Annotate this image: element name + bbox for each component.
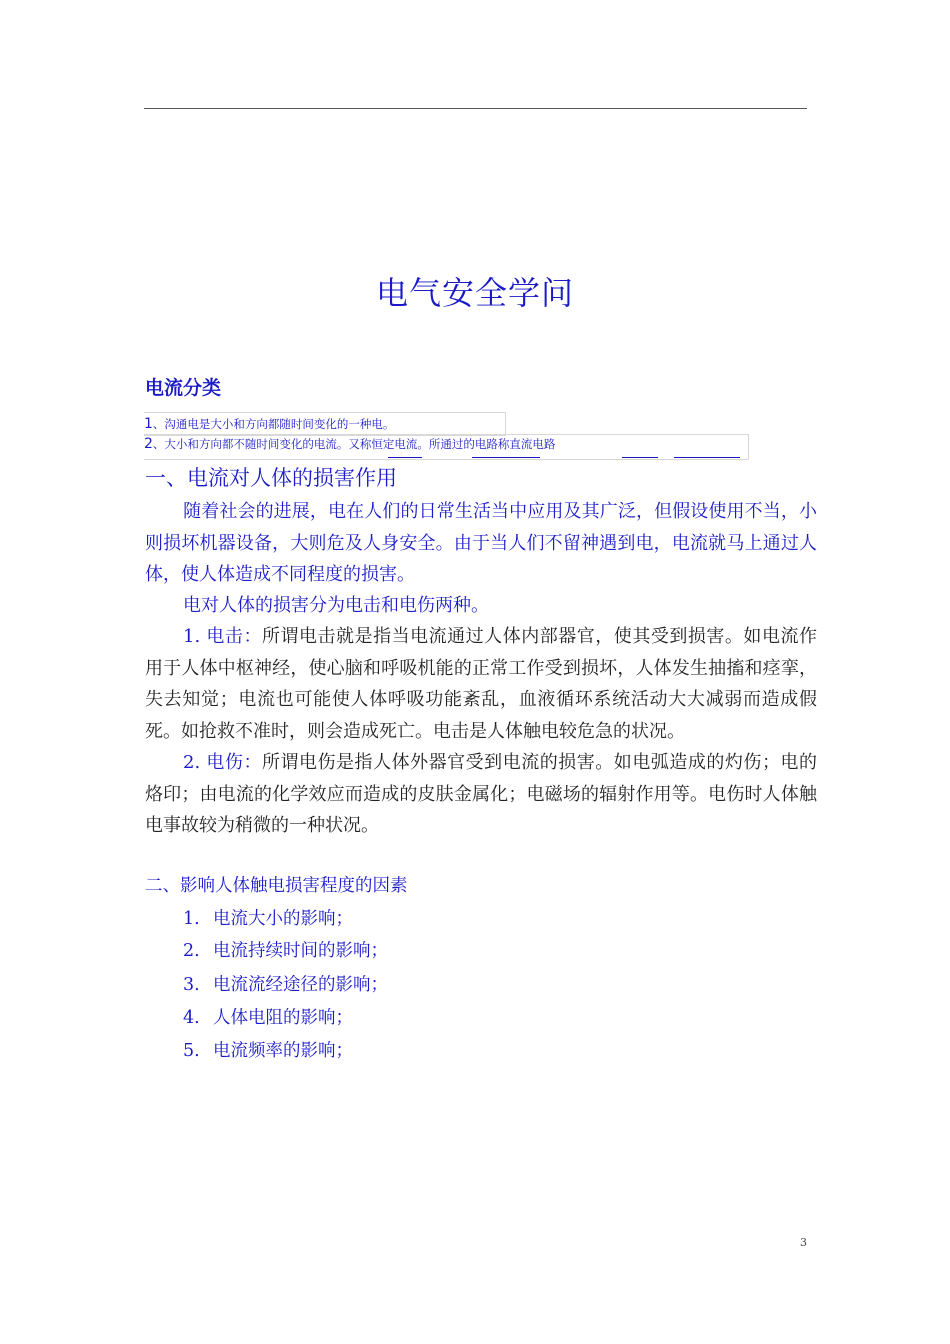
document-title: 电气安全学问 [375,274,574,312]
list-number: 1. [183,909,200,929]
list-text: 电流频率的影响； [213,1041,353,1061]
list-item [183,937,388,962]
list-number: 3. [183,975,200,995]
paragraph-text: 随着社会的进展，电在人们的日常生活当中应用及其广泛，但假设使用不当，小则损坏机器设备，大则危及人身安全。由于当人们不留神遇到电，电流就马上通过人体，使人体造成不同程度的损害。 [145,501,817,585]
current-note-1 [144,412,506,436]
paragraph-electric-shock [145,621,817,747]
paragraph-intro [145,496,817,591]
item-text: 所谓电击就是指当电流通过人体内部器官，使其受到损害。如电流作用于人体中枢神经，使心脑和呼吸机能的正常工作受到损坏，人体发生抽搐和痉挛，失去知觉；电流也可能使人体呼吸功能紊乱，血液循环系统活动大大减弱而造成假死。如抢救不准时，则会造成死亡。电击是人体触电较危急的状况。 [145,626,817,742]
current-note-2 [144,434,749,460]
list-item [183,1004,353,1029]
page-number: 3 [800,1236,807,1249]
fill-blank [674,457,740,458]
paragraph-electric-injury [145,747,817,842]
list-number: 4. [183,1008,200,1028]
fill-blank [472,457,540,458]
list-item [183,905,353,930]
section-heading-2: 二、影响人体触电损害程度的因素 [145,876,408,896]
note-number: 1 [144,416,153,432]
fill-blank [622,457,658,458]
item-label: 2. 电伤： [183,752,262,773]
list-item [183,971,388,996]
item-text: 所谓电伤是指人体外器官受到电流的损害。如电弧造成的灼伤；电的烙印；由电流的化学效应而造成的皮肤金属化；电磁场的辐射作用等。电伤时人体触电事故较为稍微的一种状况。 [145,752,817,836]
note-number: 2 [144,436,153,452]
paragraph-types [145,590,817,622]
list-text: 电流流经途径的影响； [213,975,388,995]
list-number: 2. [183,941,200,961]
list-text: 电流大小的影响； [213,909,353,929]
list-item [183,1037,353,1062]
list-text: 电流持续时间的影响； [213,941,388,961]
paragraph-text: 电对人体的损害分为电击和电伤两种。 [183,595,489,616]
section-heading-current-types: 电流分类 [145,377,222,399]
note-text: 、大小和方向都不随时间变化的电流。又称恒定电流。所通过的电路称直流电路 [152,437,556,451]
note-text: 、沟通电是大小和方向都随时间变化的一种电。 [152,417,395,431]
section-heading-1: 一、电流对人体的损害作用 [145,466,397,490]
header-rule [144,108,807,109]
list-number: 5. [183,1041,200,1061]
list-text: 人体电阻的影响； [213,1008,353,1028]
item-label: 1. 电击： [183,626,262,647]
fill-blank [388,457,422,458]
